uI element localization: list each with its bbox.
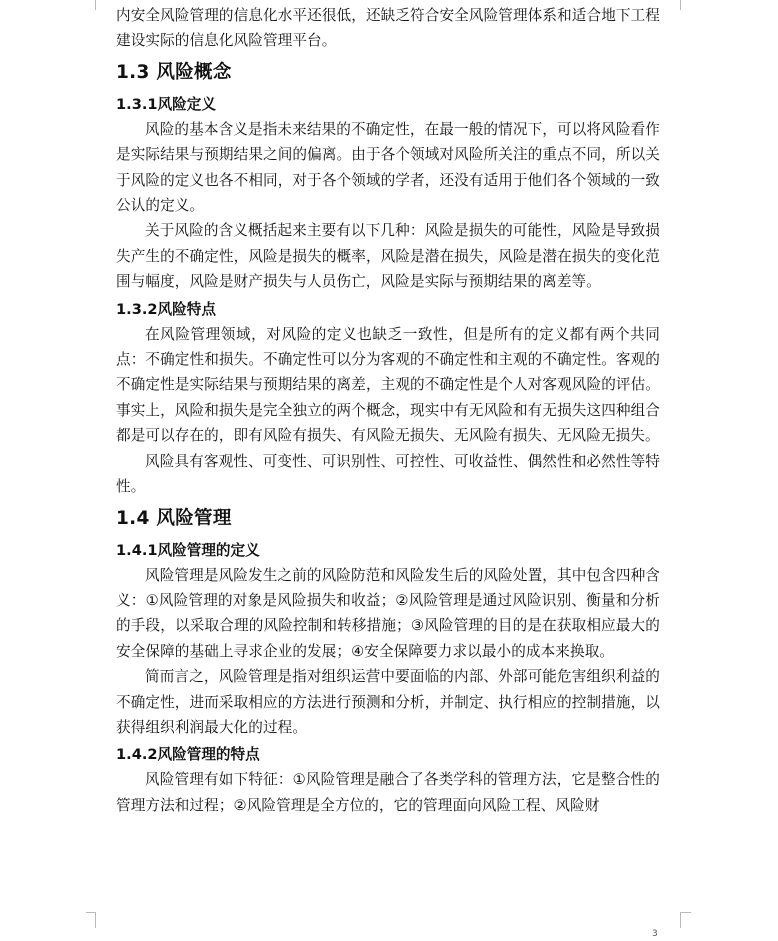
paragraph-risk-management-definition-2: 简而言之，风险管理是指对组织运营中要面临的内部、外部可能危害组织利益的不确定性，进而采取相应的方法进行预测和分析，并制定、执行相应的控制措施，以获得组织利润最大化的过程。 xyxy=(116,668,660,736)
crop-mark-bottom-left-vertical xyxy=(95,912,96,928)
crop-mark-top-left xyxy=(95,0,96,10)
crop-mark-bottom-right xyxy=(681,912,691,913)
paragraph-intro-tail: 内安全风险管理的信息化水平还很低，还缺乏符合安全风险管理体系和适合地下工程建设实际的信息化风险管理平台。 xyxy=(116,7,660,50)
subsection-heading-1-3-2: 1.3.2风险特点 xyxy=(116,300,216,318)
subsection-heading-1-4-2: 1.4.2风险管理的特点 xyxy=(116,746,260,764)
paragraph-risk-features-1: 在风险管理领域，对风险的定义也缺乏一致性，但是所有的定义都有两个共同点：不确定性和损失。不确定性可以分为客观的不确定性和主观的不确定性。客观的不确定性是实际结果与预期结果的离差，主观的不确定性是个人对客观风险的评估。事实上，风险和损失是完全独立的两个概念，现实中有无风险和有无损失这四种组合都是可以存在的，即有风险有损失、有风险无损失、无风险有损失、无风险无损失。 xyxy=(116,325,660,445)
paragraph-risk-definition-2: 关于风险的含义概括起来主要有以下几种：风险是损失的可能性，风险是导致损失产生的不确定性，风险是损失的概率，风险是潜在损失，风险是潜在损失的变化范围与幅度，风险是财产损失与人员伤亡，风险是实际与预期结果的离差等。 xyxy=(116,222,660,291)
paragraph-risk-management-definition-1: 风险管理是风险发生之前的风险防范和风险发生后的风险处置，其中包含四种含义：①风险管理的对象是风险损失和收益；②风险管理是通过风险识别、衡量和分析的手段，以采取合理的风险控制和转移措施；③风险管理的目的是在获取相应最大的安全保障的基础上寻求企业的发展；④安全保障要力求以最小的成本来换取。 xyxy=(116,566,660,660)
subsection-heading-1-3-1: 1.3.1风险定义 xyxy=(116,95,216,113)
crop-mark-top-right xyxy=(680,0,681,10)
paragraph-risk-management-features-1: 风险管理有如下特征：①风险管理是融合了各类学科的管理方法，它是整合性的管理方法和过程；②风险管理是全方位的，它的管理面向风险工程、风险财 xyxy=(116,771,660,814)
paragraph-risk-features-2: 风险具有客观性、可变性、可识别性、可控性、可收益性、偶然性和必然性等特性。 xyxy=(116,452,660,496)
paragraph-risk-definition-1: 风险的基本含义是指未来结果的不确定性，在最一般的情况下，可以将风险看作是实际结果与预期结果之间的偏离。由于各个领域对风险所关注的重点不同，所以关于风险的定义也各不相同，对于各个领域的学者，还没有适用于他们各个领域的一致公认的定义。 xyxy=(116,120,660,215)
document-body xyxy=(116,3,660,818)
section-heading-1-4: 1.4 风险管理 xyxy=(116,507,232,529)
section-heading-1-3: 1.3 风险概念 xyxy=(116,61,232,83)
crop-mark-bottom-right-vertical xyxy=(680,912,681,928)
subsection-heading-1-4-1: 1.4.1风险管理的定义 xyxy=(116,541,260,559)
page-number: 3 xyxy=(652,929,658,939)
